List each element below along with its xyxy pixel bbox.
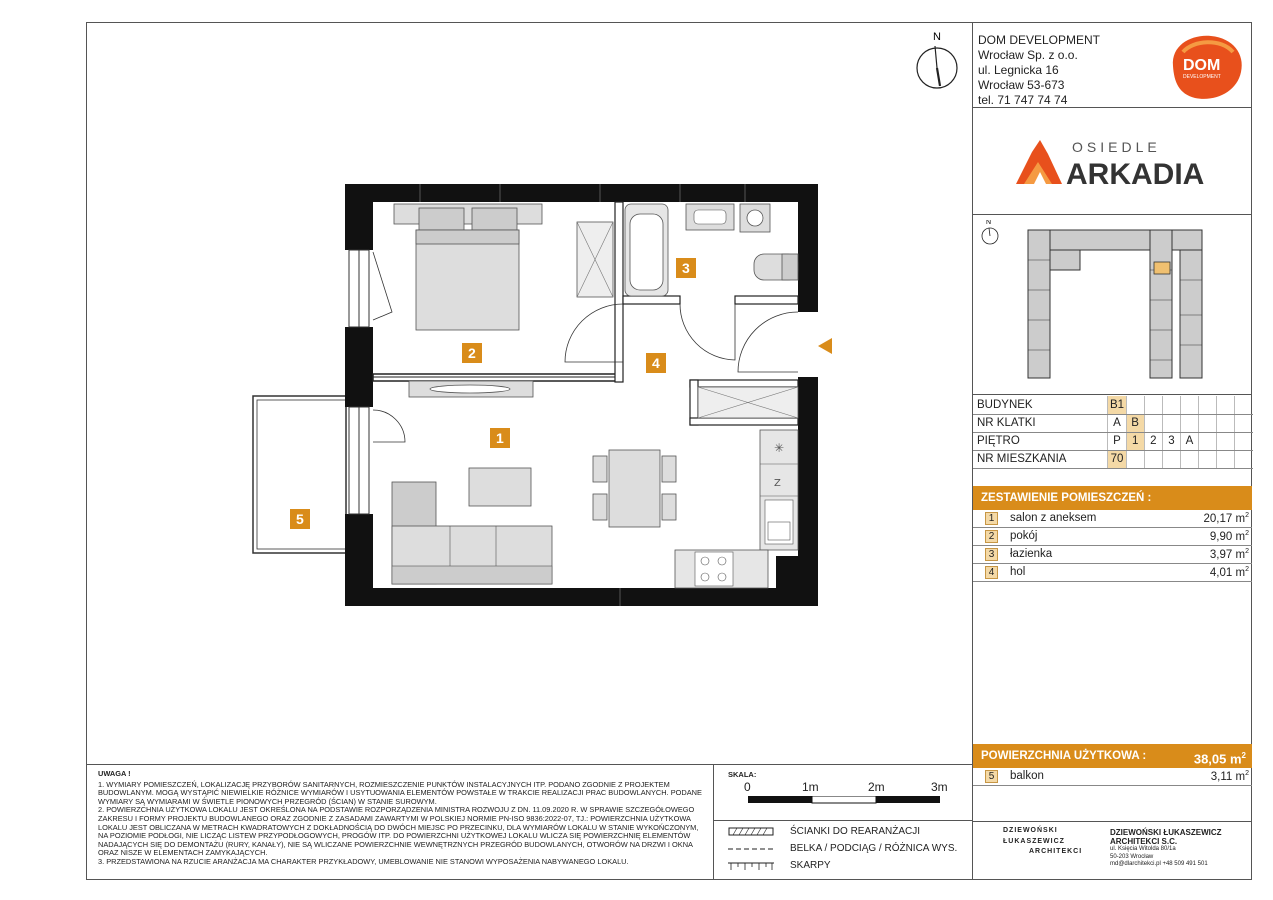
notes-heading: UWAGA ! <box>98 769 131 778</box>
room-area: 20,17 $m^2$ <box>1203 512 1249 525</box>
architect-logo <box>1003 826 1082 858</box>
room-row <box>973 510 1252 528</box>
total-area-label: POWIERZCHNIA UŻYTKOWA : <box>981 750 1147 762</box>
architect-logo-line3: ARCHITEKCI <box>1029 848 1083 855</box>
staircase-option-b: B <box>1126 414 1144 432</box>
legend-text: ŚCIANKI DO REARANŻACJI <box>790 826 921 837</box>
company-city: Wrocław 53-673 <box>978 78 1065 92</box>
dom-logo-sub: DEVELOPMENT <box>1183 74 1221 80</box>
entrance-arrow-icon <box>818 338 832 354</box>
notes-divider <box>86 764 972 765</box>
architect-divider <box>972 821 1252 822</box>
room-name: pokój <box>1010 530 1038 542</box>
room-name: łazienka <box>1010 548 1053 560</box>
company-name: DOM DEVELOPMENT <box>978 33 1101 47</box>
minimap-divider <box>972 394 1252 395</box>
building-minimap <box>976 220 1248 390</box>
room-row <box>973 528 1252 546</box>
room-name: balkon <box>1010 770 1044 782</box>
rooms-list <box>973 510 1252 582</box>
wall-right-1 <box>798 184 818 312</box>
scale-legend-divider <box>713 820 972 821</box>
dom-development-logo <box>1163 30 1245 102</box>
room-num: 5 <box>985 770 998 783</box>
logo-divider <box>972 214 1252 215</box>
room-label-2-text: 2 <box>468 345 476 361</box>
wall-left-1 <box>345 184 373 250</box>
apartment-info-table <box>973 396 1253 469</box>
room-row <box>973 546 1252 564</box>
floor-option-a: A <box>1180 432 1198 450</box>
room-area: 4,01 $m^2$ <box>1209 566 1249 579</box>
scale-tick: 2m <box>868 780 885 794</box>
osiedle-text: OSIEDLE <box>1072 139 1161 155</box>
room-area: 3,11 $m^2$ <box>1210 770 1249 783</box>
scale-label: SKALA: <box>728 770 757 779</box>
floor-option-3: 3 <box>1162 432 1180 450</box>
legend-text: SKARPY <box>790 860 831 871</box>
architect-addr2: 50-203 Wrocław <box>1110 853 1154 860</box>
compass-label: N <box>933 31 941 43</box>
partition-wall-icon <box>728 827 774 837</box>
architect-logo-line2: ŁUKASZEWICZ <box>1003 837 1065 845</box>
floor-option-p: P <box>1108 432 1126 450</box>
architect-logo-line1: DZIEWOŃSKI <box>1003 827 1058 834</box>
room-label-3-text: 3 <box>682 260 690 276</box>
floor-option-1: 1 <box>1126 432 1144 450</box>
dom-logo-word: DOM <box>1183 57 1221 74</box>
architect-info <box>1110 828 1222 869</box>
architect-contact: md@dlarchitekci.pl +48 509 491 501 <box>1110 861 1208 867</box>
apartment-label: NR MIESZKANIA <box>973 450 1108 468</box>
room-label-4-text: 4 <box>652 355 660 371</box>
wall-left-3 <box>345 514 373 606</box>
architect-name1: DZIEWOŃSKI ŁUKASZEWICZ <box>1110 828 1222 837</box>
architect-name2: ARCHITEKCI S.C. <box>1110 837 1178 846</box>
company-line2: Wrocław Sp. z o.o. <box>978 48 1078 62</box>
architect-addr1: ul. Księcia Witolda 80/1a <box>1110 846 1176 852</box>
scale-tick: 1m <box>802 780 819 794</box>
scale-tick: 3m <box>931 780 948 794</box>
room-area: 9,90 $m^2$ <box>1209 530 1249 543</box>
company-phone: tel. 71 747 74 74 <box>978 93 1068 107</box>
room-area: 3,97 $m^2$ <box>1209 548 1249 561</box>
room-num: 1 <box>985 512 998 525</box>
building-label: BUDYNEK <box>973 396 1108 414</box>
floor-plan <box>86 22 972 764</box>
room-num: 4 <box>985 566 998 579</box>
notes-scale-divider <box>713 764 714 880</box>
balcony-row <box>973 768 1252 786</box>
building-value: B1 <box>1108 396 1126 414</box>
room-row <box>973 564 1252 582</box>
floor-option-2: 2 <box>1144 432 1162 450</box>
wall-bottom <box>345 588 818 606</box>
notes-block <box>98 770 708 867</box>
balcony-outline <box>253 396 346 553</box>
apartment-location-marker <box>1154 262 1170 274</box>
svg-text:Z: Z <box>774 478 781 489</box>
wall-top <box>345 184 818 202</box>
wall-right-2 <box>798 377 818 606</box>
extra-rooms-list <box>973 768 1252 786</box>
svg-text:✳: ✳ <box>774 441 785 455</box>
legend-text: BELKA / PODCIĄG / RÓŻNICA WYS. <box>790 843 958 854</box>
minimap-compass-label: N <box>986 220 992 226</box>
wall-left-2 <box>345 327 373 407</box>
total-area-bar <box>973 744 1252 768</box>
total-area-value: 38,05 $m^2$ <box>1193 751 1246 767</box>
scale-tick: 0 <box>744 780 751 794</box>
room-label-5-text: 5 <box>296 511 304 527</box>
room-num: 3 <box>985 548 998 561</box>
slope-icon <box>728 861 774 871</box>
room-name: salon z aneksem <box>1010 512 1097 524</box>
scale-bar <box>728 770 968 794</box>
beam-line-icon <box>728 847 774 851</box>
staircase-label: NR KLATKI <box>973 414 1108 432</box>
room-name: hol <box>1010 566 1026 578</box>
note-3: 3. PRZEDSTAWIONA NA RZUCIE ARANŻACJA MA CHARAKTER PRZYKŁADOWY, UMEBLOWANIE NIE STANOWI WYPOSAŻENIA NABYWANEGO LOKALU. <box>98 856 629 866</box>
note-2: 2. POWIERZCHNIA UŻYTKOWA LOKALU JEST OKREŚLONA NA PODSTAWIE ROZPORZĄDZENIA MINISTRA ROZWOJU Z DN. 11.09.2020 R. W SPRAWIE SZCZEGÓŁOWEGO ZAKRESU I FORMY PROJEKTU BUDOWLANEGO ORAZ ZGODNIE Z ZASADAMI ZAWARTYMI W POLSKIEJ NORMIE PN-ISO 9836:2022-07, TJ.: POWIERZCHNIA UŻYTKOWA LOKALU JEST OBLICZANA W METRACH KWADRATOWYCH Z DOKŁADNOŚCIĄ DO DWÓCH MIEJSC PO PRZECINKU, DLA WYMIARÓW LOKALU W STANIE WYKOŃCZONYM, NA POZIOMIE PODŁOGI, NIE LICZĄC LISTEW PRZYPODŁOGOWYCH, PROGÓW ITP. DO POWIERZCHNI UŻYTKOWEJ LOKALU WLICZA SIĘ POWIERZCHNIĘ ELEMENTÓW NADAJĄCYCH SIĘ DO DEMONTAŻU (RURY, KANAŁY), NIE SĄ WLICZANE POWIERZCHNIE WEWNĘTRZNYCH PRZEGRÓD BUDOWLANYCH, OTWORÓW NA DRZWI I OKNA ORAZ NISZE W ELEMENTACH ZAMYKAJĄCYCH. <box>98 805 699 858</box>
rooms-header: ZESTAWIENIE POMIESZCZEŃ : <box>973 486 1252 510</box>
staircase-option-a: A <box>1108 414 1126 432</box>
floor-label: PIĘTRO <box>973 432 1108 450</box>
room-label-1-text: 1 <box>496 430 504 446</box>
room-num: 2 <box>985 530 998 543</box>
osiedle-arkadia-logo <box>1010 132 1220 192</box>
note-1: 1. WYMIARY POMIESZCZEŃ, LOKALIZACJĘ PRZYBORÓW SANITARNYCH, ROZMIESZCZENIE PUNKTÓW INSTALACYJNYCH ITP. PODANO ZGODNIE Z PROJEKTEM BUDOWLANYM. MOGĄ WYSTĄPIĆ NIEWIELKIE RÓŻNICE WYMIARÓW I USYTUOWANIA ELEMENTÓW POWSTAŁE W TRAKCIE REALIZACJI PRAC BUDOWLANYCH. PODANE WYMIARY SĄ WYMIARAMI W ŚWIETLE PIONOWYCH PRZEGRÓD (ŚCIAN) W STANIE SUROWYM. <box>98 779 702 806</box>
company-street: ul. Legnicka 16 <box>978 63 1059 77</box>
apartment-value: 70 <box>1108 450 1126 468</box>
arkadia-text: ARKADIA <box>1066 158 1205 191</box>
company-info <box>978 33 1100 108</box>
